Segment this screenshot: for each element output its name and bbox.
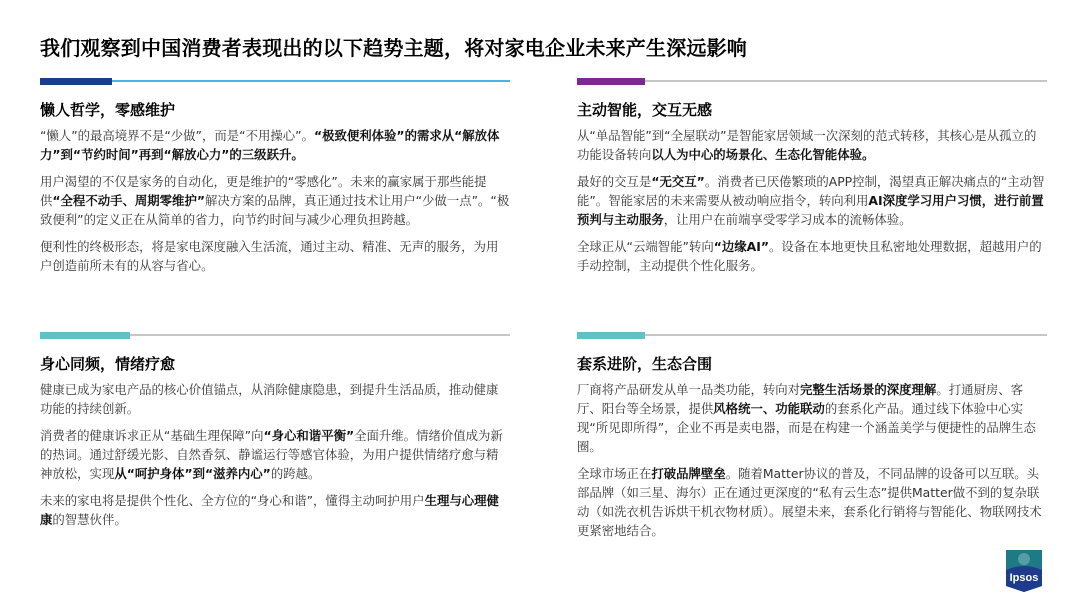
section-paragraph: 便利性的终极形态，将是家电深度融入生活流，通过主动、精准、无声的服务，为用户创造前所未有的从容与省心。 [40,239,499,273]
section-title: 懒人哲学，零感维护 [40,101,176,119]
trend-section-product-suite [577,334,1047,540]
svg-text:Ipsos: Ipsos [1009,572,1039,584]
section-paragraph: 从“单品智能”到“全屋联动”是智能家居领域一次深刻的范式转移，其核心是从孤立的功能设备转向以人为中心的场景化、生态化智能体验。 [577,128,1037,162]
ipsos-logo [1003,546,1045,594]
section-title: 主动智能，交互无感 [577,101,713,119]
section-divider [577,334,1047,337]
section-paragraph: 健康已成为家电产品的核心价值锚点，从消除健康隐患，到提升生活品质，推动健康功能的持续创新。 [40,382,499,416]
section-paragraph: 最好的交互是“无交互”。消费者已厌倦繁琐的APP控制，渴望真正解决痛点的“主动智能”。智能家居的未来需要从被动响应指令，转向利用AI深度学习用户习惯，进行前置预判与主动服务，让用户在前端享受零学习成本的流畅体验。 [577,174,1045,227]
page-title: 我们观察到中国消费者表现出的以下趋势主题，将对家电企业未来产生深远影响 [40,36,747,60]
section-paragraph: 消费者的健康诉求正从“基础生理保障”向“身心和谐平衡”全面升维。情绪价值成为新的热词。通过舒缓光影、自然香氛、静谧运行等感官体验，为用户提供情绪疗愈与精神放松，实现从“呵护身体”到“滋养内心”的跨越。 [40,428,503,481]
section-divider [40,334,510,337]
section-divider [577,80,1047,83]
section-paragraph: 用户渴望的不仅是家务的自动化，更是维护的“零感化”。未来的赢家属于那些能提供“全程不动手、周期零维护”解决方案的品牌，真正通过技术让用户“少做一点”。“极致便利”的定义正在从简单的省力，向节约时间与减少心理负担跨越。 [40,174,510,227]
ipsos-logo-icon [1003,546,1045,594]
trend-section-mind-body [40,334,510,529]
trend-section-active-intelligence [577,80,1047,275]
section-title: 套系进阶，生态合围 [577,355,713,373]
section-paragraph: 全球市场正在打破品牌壁垒。随着Matter协议的普及，不同品牌的设备可以互联。头部品牌（如三星、海尔）正在通过更深度的“私有云生态”提供Matter做不到的复杂联动（如洗衣机告诉烘干机衣物材质）。展望未来，套系化行销将与智能化、物联网技术更紧密地结合。 [577,466,1042,538]
trend-section-lazy-philosophy [40,80,510,275]
section-title: 身心同频，情绪疗愈 [40,355,176,373]
section-divider [40,80,510,83]
section-paragraph: “懒人”的最高境界不是“少做”，而是“不用操心”。“极致便利体验”的需求从“解放体力”到“节约时间”再到“解放心力”的三级跃升。 [40,128,500,162]
section-paragraph: 全球正从“云端智能”转向“边缘AI”。设备在本地更快且私密地处理数据，超越用户的手动控制，主动提供个性化服务。 [577,239,1042,273]
section-paragraph: 厂商将产品研发从单一品类功能，转向对完整生活场景的深度理解。打通厨房、客厅、阳台等全场景，提供风格统一、功能联动的套系化产品。通过线下体验中心实现“所见即所得”，企业不再是卖电器，而是在构建一个涵盖美学与便捷性的品牌生态圈。 [577,382,1036,454]
section-paragraph: 未来的家电将是提供个性化、全方位的“身心和谐”，懂得主动呵护用户生理与心理健康的智慧伙伴。 [40,493,499,527]
